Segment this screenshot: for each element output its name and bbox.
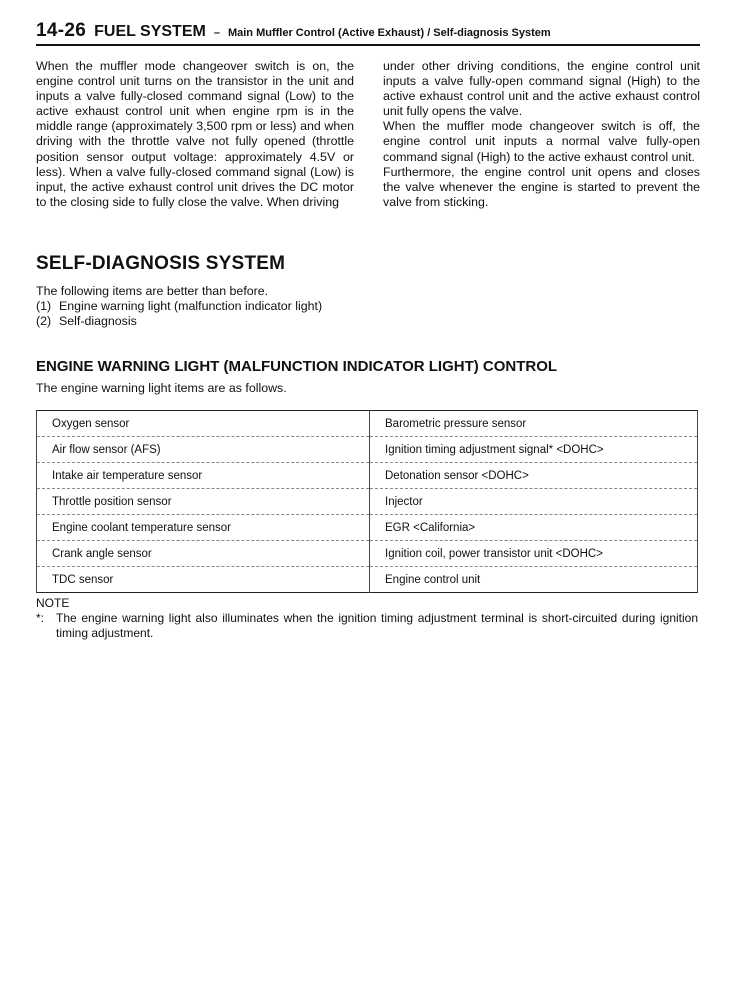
left-column <box>36 59 354 210</box>
table-cell: Air flow sensor (AFS) <box>37 437 370 463</box>
self-diagnosis-heading: SELF-DIAGNOSIS SYSTEM <box>36 253 286 274</box>
table-row <box>37 411 698 437</box>
table-cell: Engine coolant temperature sensor <box>37 515 370 541</box>
note-text: The engine warning light also illuminates when the ignition timing adjustment terminal is short-circuited during ignition timing adjustment. <box>56 611 698 640</box>
list-item <box>36 314 354 329</box>
self-diagnosis-intro-text: The following items are better than before. <box>36 284 269 298</box>
engine-warning-items-table <box>36 410 698 593</box>
note-asterisk: *: <box>36 611 45 625</box>
list-item-text: Engine warning light (malfunction indicator light) <box>59 299 323 314</box>
header-subtitle: Main Muffler Control (Active Exhaust) / Self-diagnosis System <box>227 27 551 39</box>
right-column-paragraph-2: When the muffler mode changeover switch is off, the engine control unit inputs a normal valve fully-open command signal (High) to the active exhaust control unit. <box>383 119 700 164</box>
table-cell: Engine control unit <box>370 567 698 593</box>
table-cell: TDC sensor <box>37 567 370 593</box>
table-row <box>37 541 698 567</box>
note <box>36 611 698 641</box>
table-row <box>37 567 698 593</box>
table-row <box>37 515 698 541</box>
table-row <box>37 463 698 489</box>
right-column <box>383 59 700 210</box>
table-cell: EGR <California> <box>370 515 698 541</box>
self-diagnosis-intro <box>36 284 354 330</box>
table-cell: Oxygen sensor <box>37 411 370 437</box>
list-item <box>36 299 354 314</box>
table-cell: Detonation sensor <DOHC> <box>370 463 698 489</box>
left-column-paragraph: When the muffler mode changeover switch is on, the engine control unit turns on the transistor in the unit and inputs a valve fully-closed command signal (Low) to the active exhaust control unit when engine rpm is in the middle range (approximately 3,500 rpm or less) and when driving with the throttle valve not fully opened (throttle position sensor output voltage: approximately 4.5V or less). When a valve fully-closed command signal (Low) is input, the active exhaust control unit drives the DC motor to the closing side to fully close the valve. When driving <box>36 59 354 209</box>
note-label: NOTE <box>36 596 70 610</box>
engine-warning-description: The engine warning light items are as follows. <box>36 381 287 395</box>
engine-warning-heading: ENGINE WARNING LIGHT (MALFUNCTION INDICATOR LIGHT) CONTROL <box>36 358 558 375</box>
table-cell: Ignition coil, power transistor unit <DOHC> <box>370 541 698 567</box>
table-cell: Intake air temperature sensor <box>37 463 370 489</box>
page-number: 14-26 <box>36 20 87 41</box>
table-cell: Barometric pressure sensor <box>370 411 698 437</box>
table-row <box>37 437 698 463</box>
table-cell: Throttle position sensor <box>37 489 370 515</box>
right-column-paragraph-1: under other driving conditions, the engine control unit inputs a valve fully-open command signal (High) to the active exhaust control unit and the active exhaust control unit fully opens the valve. <box>383 59 700 119</box>
right-column-paragraph-3: Furthermore, the engine control unit opens and closes the valve whenever the engine is started to prevent the valve from sticking. <box>383 164 700 209</box>
list-item-number: (2) <box>36 314 52 329</box>
header-dash: – <box>213 27 220 39</box>
table-cell: Injector <box>370 489 698 515</box>
list-item-number: (1) <box>36 299 52 314</box>
table-cell: Crank angle sensor <box>37 541 370 567</box>
table-row <box>37 489 698 515</box>
list-item-text: Self-diagnosis <box>59 314 137 329</box>
page-header <box>36 20 700 46</box>
table-cell: Ignition timing adjustment signal* <DOHC> <box>370 437 698 463</box>
section-title: FUEL SYSTEM <box>94 23 206 40</box>
